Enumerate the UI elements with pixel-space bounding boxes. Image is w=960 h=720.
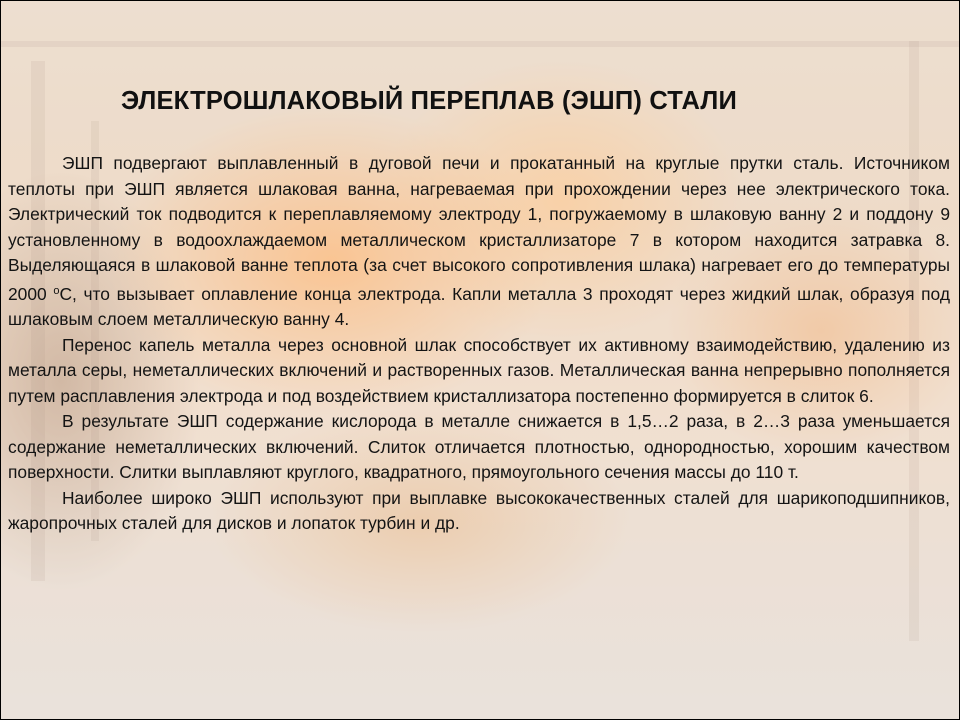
paragraph-1 (8, 151, 950, 333)
paragraph-1-text-end: С, что вызывает оплавление конца электрода. Капли металла 3 проходят через жидкий шлак, образуя под шлаковым слоем металлическую ванну 4. (8, 283, 950, 329)
paragraph-4: Наиболее широко ЭШП используют при выплавке высококачественных сталей для шарикоподшипников, жаропрочных сталей для дисков и лопаток турбин и др. (8, 487, 950, 533)
slide (1, 1, 959, 719)
paragraph-1-text: ЭШП подвергают выплавленный в дуговой печи и прокатанный на круглые прутки сталь. Источником теплоты при ЭШП является шлаковая ванна, нагреваемая при прохождении через нее электрического тока. Электрический ток подводится к переплавляемому электроду 1, погружаемому в шлаковую ванну 2 и поддону 9 установленному в водоохлаждаемом металлическом кристаллизаторе 7 в котором находится затравка 8. Выделяющаяся в шлаковой ванне теплота (за счет высокого сопротивления шлака) нагревает его до температуры 2000 (8, 153, 950, 304)
slide-title: ЭЛЕКТРОШЛАКОВЫЙ ПЕРЕПЛАВ (ЭШП) СТАЛИ (121, 87, 738, 115)
slide-body (8, 151, 950, 537)
degree-sign: о (53, 284, 60, 297)
paragraph-2: Перенос капель металла через основной шлак способствует их активному взаимодействию, удалению из металла серы, неметаллических включений и растворенных газов. Металлическая ванна непрерывно пополняется путем расплавления электрода и под воздействием кристаллизатора постепенно формируется в слиток 6. (8, 334, 950, 406)
paragraph-3: В результате ЭШП содержание кислорода в металле снижается в 1,5…2 раза, в 2…3 раза уменьшается содержание неметаллических включений. Слиток отличается плотностью, однородностью, хорошим качеством поверхности. Слитки выплавляют круглого, квадратного, прямоугольного сечения массы до 110 т. (8, 411, 950, 482)
